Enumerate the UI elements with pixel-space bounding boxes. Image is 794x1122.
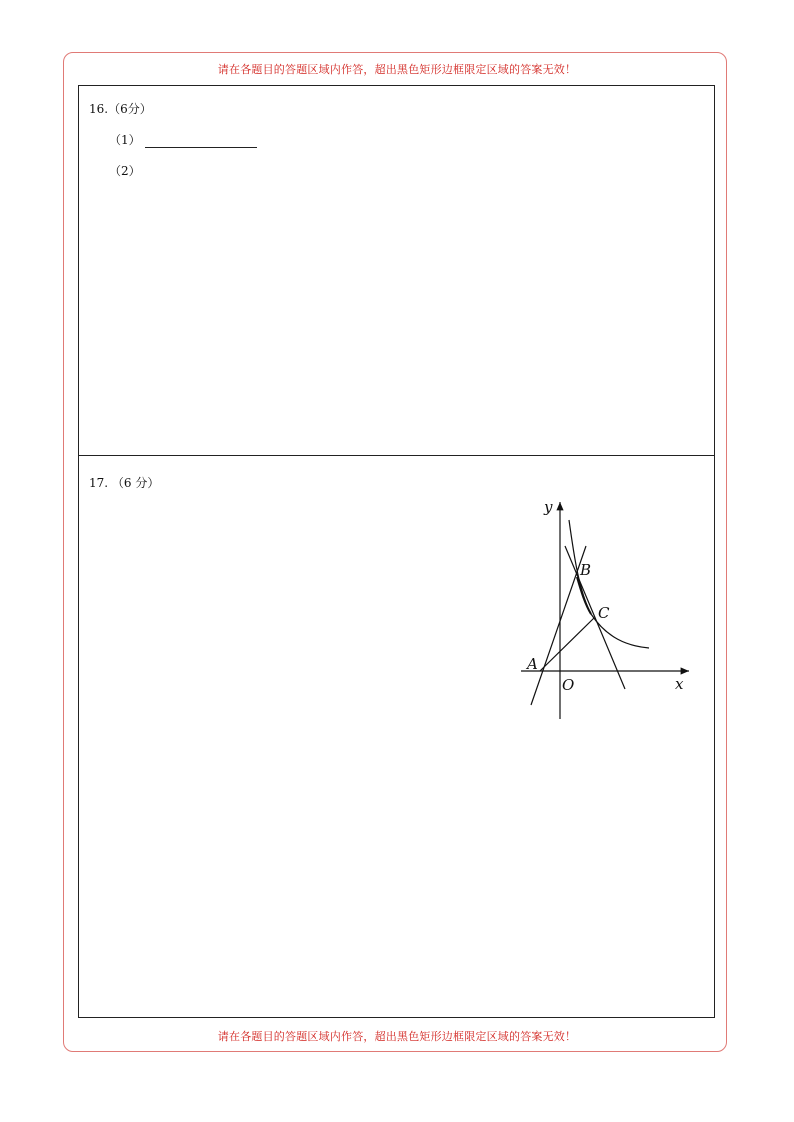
- question-16-part-1: [109, 131, 257, 148]
- line-ab: [531, 546, 586, 705]
- question-16-title: 16.（6分）: [89, 102, 152, 116]
- line-bc: [565, 546, 625, 689]
- question-17-title: 17. （6 分）: [89, 476, 160, 490]
- part-1-label: （1）: [109, 133, 141, 147]
- question-16-part-2: （2）: [109, 164, 141, 178]
- bottom-warning-notice: 请在各题目的答题区域内作答，超出黑色矩形边框限定区域的答案无效！: [217, 1030, 577, 1043]
- origin-label: O: [562, 676, 575, 694]
- top-warning-notice: 请在各题目的答题区域内作答，超出黑色矩形边框限定区域的答案无效！: [217, 63, 577, 76]
- question-17-answer-area[interactable]: [78, 455, 715, 1018]
- segment-ac: [540, 618, 594, 671]
- point-b-label: B: [580, 561, 592, 579]
- point-c-label: C: [598, 604, 610, 622]
- coordinate-diagram: [519, 496, 691, 726]
- axis-y-label: y: [544, 498, 553, 516]
- question-16-answer-area[interactable]: [78, 85, 715, 456]
- axis-x-label: x: [675, 675, 684, 693]
- point-a-label: A: [527, 655, 538, 673]
- part-1-answer-blank[interactable]: [145, 135, 257, 148]
